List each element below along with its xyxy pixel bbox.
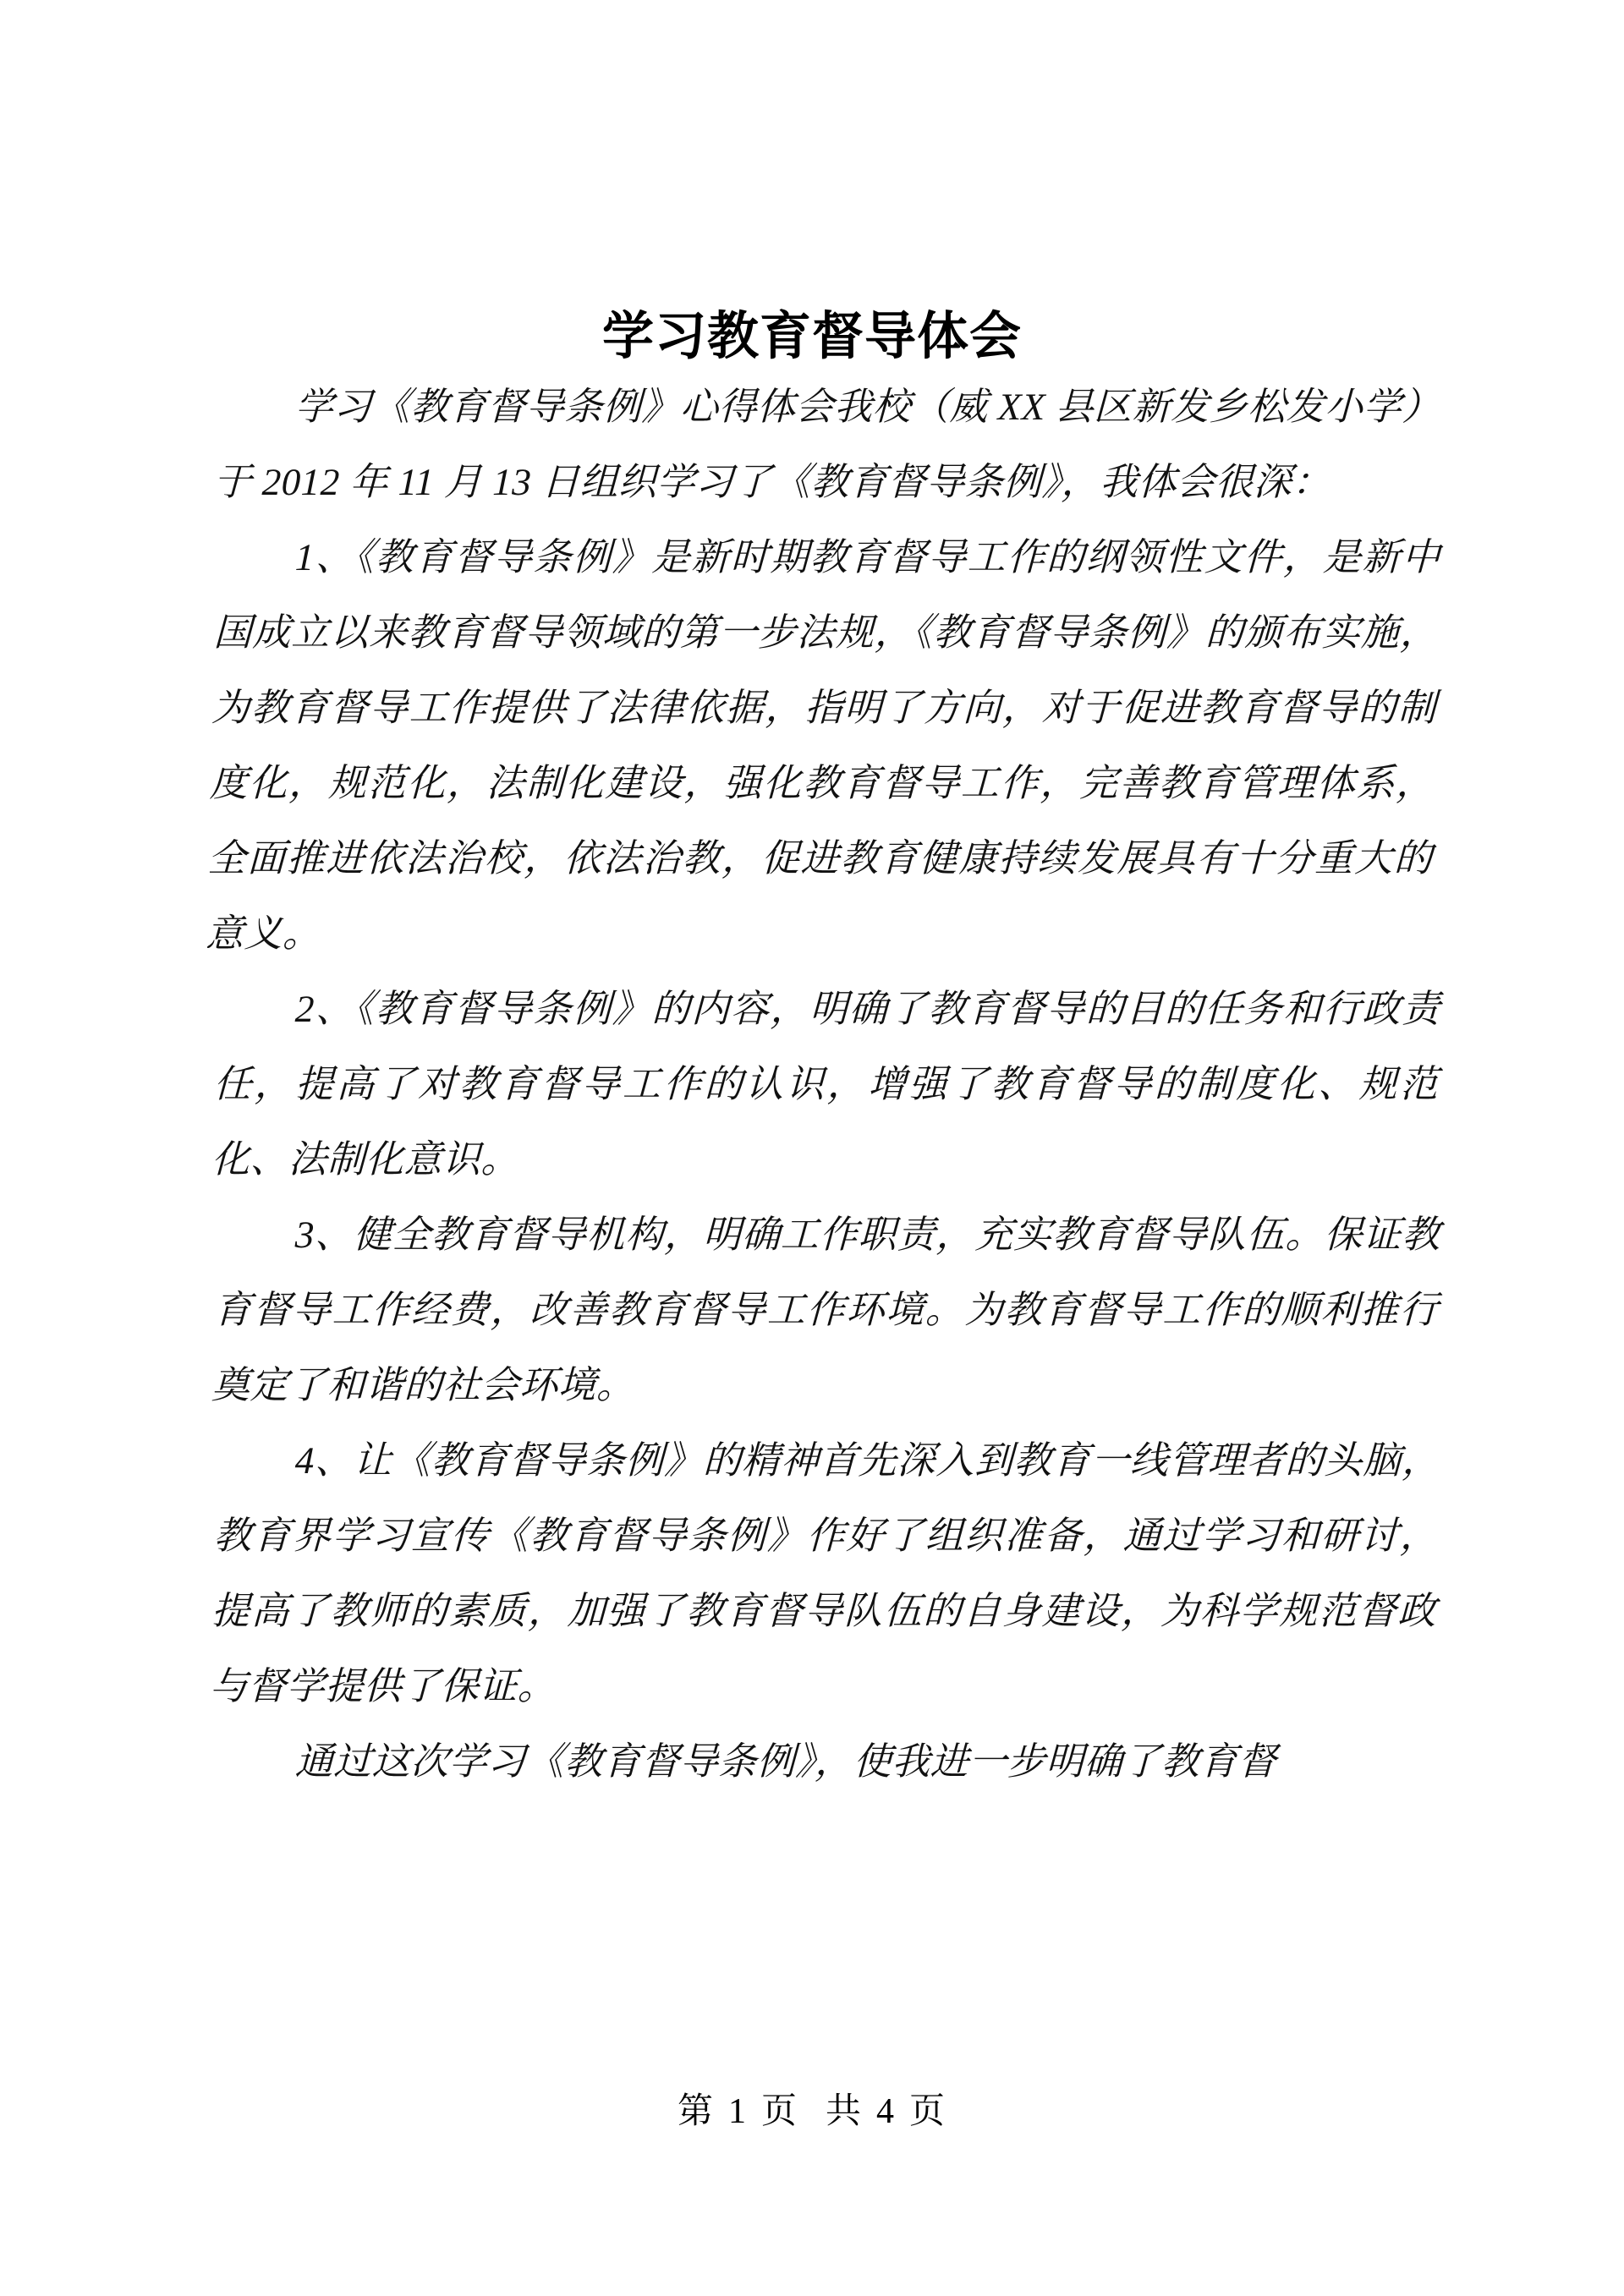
page-footer: [0, 2091, 1624, 2133]
paragraph-item-4: 4、让《教育督导条例》的精神首先深入到教育一线管理者的头脑，教育界学习宣传《教育督导条例》作好了组织准备，通过学习和研讨，提高了教师的素质，加强了教育督导队伍的自身建设，为科学规范督政与督学提供了保证。: [209, 1439, 1441, 1707]
footer-total-pages: 4: [876, 2092, 897, 2131]
paragraph-item-2: 2、《教育督导条例》的内容，明确了教育督导的目的任务和行政责任，提高了对教育督导工作的认识，增强了教育督导的制度化、规范化、法制化意识。: [211, 988, 1441, 1181]
paragraph-intro: 学习《教育督导条例》心得体会我校（威 XX 县区新发乡松发小学）于 2012 年 11 月 13 日组织学习了《教育督导条例》，我体会很深：: [212, 386, 1441, 503]
footer-current-prefix: 第: [677, 2092, 715, 2131]
footer-page-unit: 页: [760, 2092, 798, 2131]
footer-total-unit: 页: [909, 2092, 947, 2131]
document-body: [205, 370, 1441, 1800]
paragraph-closing: 通过这次学习《教育督导条例》，使我进一步明确了教育督: [294, 1740, 1278, 1783]
footer-current-page: 1: [727, 2092, 748, 2131]
page-title: 学习教育督导体会: [601, 305, 1022, 366]
paragraph-item-3: 3、健全教育督导机构，明确工作职责，充实教育督导队伍。保证教育督导工作经费，改善教育督导工作环境。为教育督导工作的顺利推行奠定了和谐的社会环境。: [211, 1214, 1441, 1406]
footer-total-prefix: 共: [826, 2092, 864, 2131]
paragraph-item-1: 1、《教育督导条例》是新时期教育督导工作的纲领性文件，是新中国成立以来教育督导领域的第一步法规，《教育督导条例》的颁布实施，为教育督导工作提供了法律依据，指明了方向，对于促进教育督导的制度化，规范化，法制化建设，强化教育督导工作，完善教育管理体系，全面推进依法治校，依法治教，促进教育健康持续发展具有十分重大的意义。: [205, 536, 1441, 955]
